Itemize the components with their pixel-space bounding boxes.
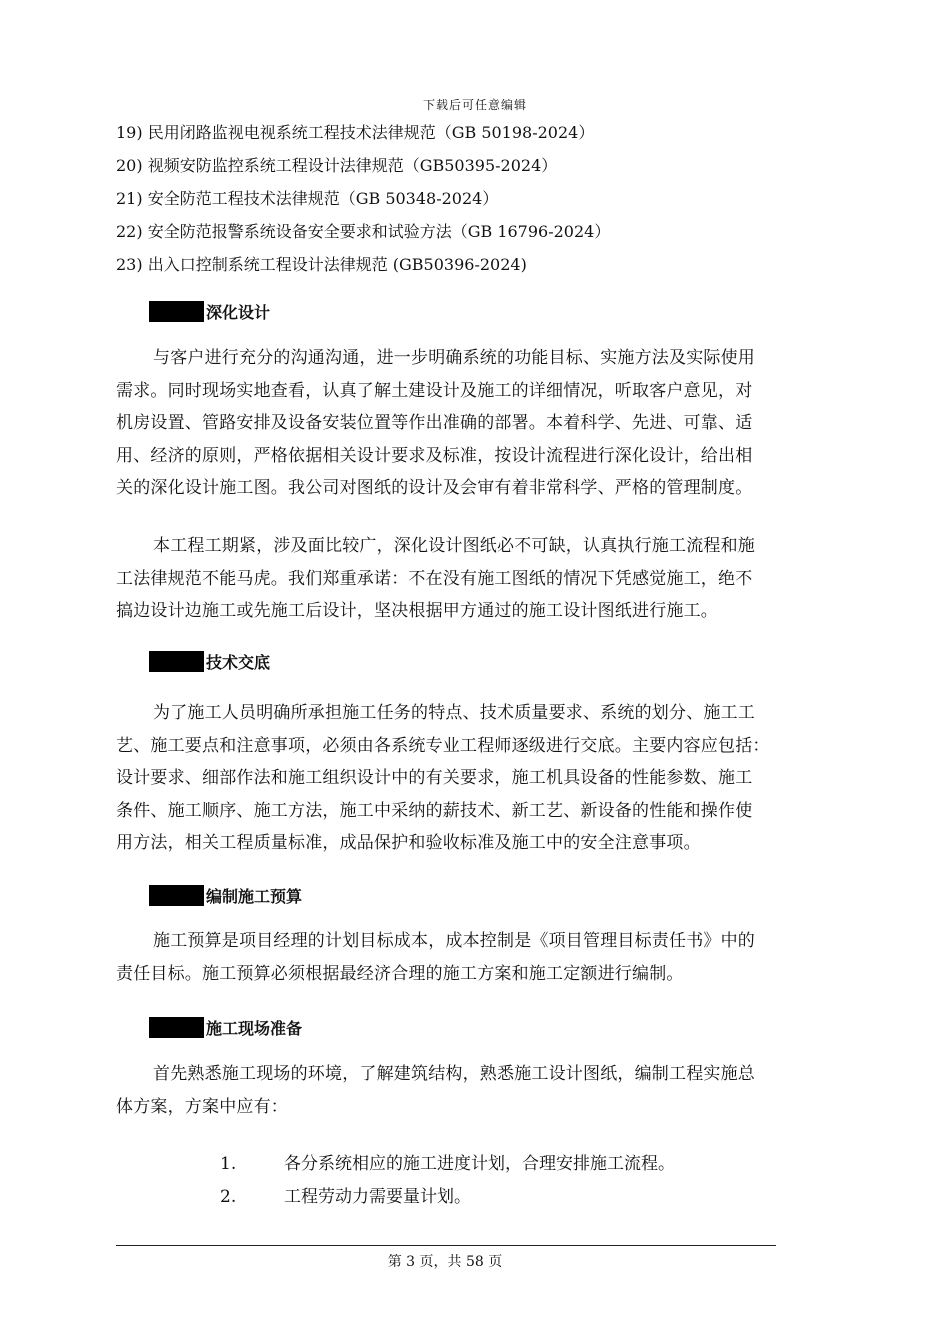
paragraph [116, 1058, 841, 1123]
paragraph [116, 342, 841, 505]
paragraph-line: 搞边设计边施工或先施工后设计，坚决根据甲方通过的施工设计图纸进行施工。 [116, 601, 718, 622]
paragraph-line: 体方案，方案中应有： [116, 1096, 288, 1117]
paragraph-line: 关的深化设计施工图。我公司对图纸的设计及会审有着非常科学、严格的管理制度。 [116, 478, 753, 499]
standards-list [116, 116, 610, 281]
list-text: 各分系统相应的施工进度计划，合理安排施工流程。 [284, 1154, 675, 1174]
standard-item: 21) 安全防范工程技术法律规范（GB 50348-2024） [116, 189, 499, 208]
standard-item: 22) 安全防范报警系统设备安全要求和试验方法（GB 16796-2024） [116, 222, 611, 241]
list-text: 工程劳动力需要量计划。 [284, 1187, 471, 1207]
paragraph [116, 925, 841, 990]
section-heading [149, 650, 270, 676]
redaction-bar [149, 1017, 204, 1038]
page-footer: 第 3 页，共 58 页 [387, 1254, 503, 1270]
paragraph-line: 与客户进行充分的沟通沟通，进一步明确系统的功能目标、实施方法及实际使用 [153, 348, 755, 368]
standard-item: 23) 出入口控制系统工程设计法律规范 (GB50396-2024) [116, 255, 527, 274]
paragraph-line: 首先熟悉施工现场的环境，了解建筑结构，熟悉施工设计图纸，编制工程实施总 [153, 1064, 755, 1084]
section-heading-text: 施工现场准备 [206, 1019, 303, 1038]
paragraph-line: 工法律规范不能马虎。我们郑重承诺：不在没有施工图纸的情况下凭感觉施工，绝不 [116, 568, 753, 589]
paragraph-line: 本工程工期紧，涉及面比较广，深化设计图纸必不可缺，认真执行施工流程和施 [153, 536, 755, 556]
section-heading-text: 深化设计 [206, 303, 271, 322]
paragraph-line: 责任目标。施工预算必须根据最经济合理的施工方案和施工定额进行编制。 [116, 963, 684, 984]
paragraph-line: 用方法，相关工程质量标准，成品保护和验收标准及施工中的安全注意事项。 [116, 833, 701, 854]
redaction-bar [149, 301, 204, 322]
section-heading [149, 300, 270, 326]
standard-item: 20) 视频安防监控系统工程设计法律规范（GB50395-2024） [116, 156, 558, 175]
paragraph-line: 施工预算是项目经理的计划目标成本，成本控制是《项目管理目标责任书》中的 [153, 931, 755, 951]
paragraph-line: 艺、施工要点和注意事项，必须由各系统专业工程师逐级进行交底。主要内容应包括： [116, 735, 770, 756]
section-heading-text: 编制施工预算 [206, 887, 303, 906]
paragraph [116, 697, 841, 860]
paragraph-line: 为了施工人员明确所承担施工任务的特点、技术质量要求、系统的划分、施工工 [153, 703, 755, 723]
paragraph-line: 机房设置、管路安排及设备安装位置等作出准确的部署。本着科学、先进、可靠、适 [116, 413, 753, 434]
redaction-bar [149, 885, 204, 906]
redaction-bar [149, 651, 204, 672]
list-item [220, 1181, 675, 1214]
list-item [220, 1148, 675, 1181]
numbered-list [220, 1148, 675, 1214]
footer-divider [116, 1245, 776, 1246]
list-number: 1. [220, 1154, 237, 1174]
section-heading-text: 技术交底 [206, 653, 271, 672]
paragraph-line: 用、经济的原则，严格依据相关设计要求及标准，按设计流程进行深化设计，给出相 [116, 445, 753, 466]
page-header: 下载后可任意编辑 [422, 98, 527, 112]
paragraph [116, 530, 841, 628]
section-heading [149, 1016, 302, 1042]
paragraph-line: 需求。同时现场实地查看，认真了解土建设计及施工的详细情况，听取客户意见，对 [116, 380, 753, 401]
standard-item: 19) 民用闭路监视电视系统工程技术法律规范（GB 50198-2024） [116, 123, 595, 142]
paragraph-line: 设计要求、细部作法和施工组织设计中的有关要求，施工机具设备的性能参数、施工 [116, 768, 753, 789]
paragraph-line: 条件、施工顺序、施工方法，施工中采纳的薪技术、新工艺、新设备的性能和操作使 [116, 800, 753, 821]
section-heading [149, 884, 302, 910]
list-number: 2. [220, 1187, 237, 1207]
